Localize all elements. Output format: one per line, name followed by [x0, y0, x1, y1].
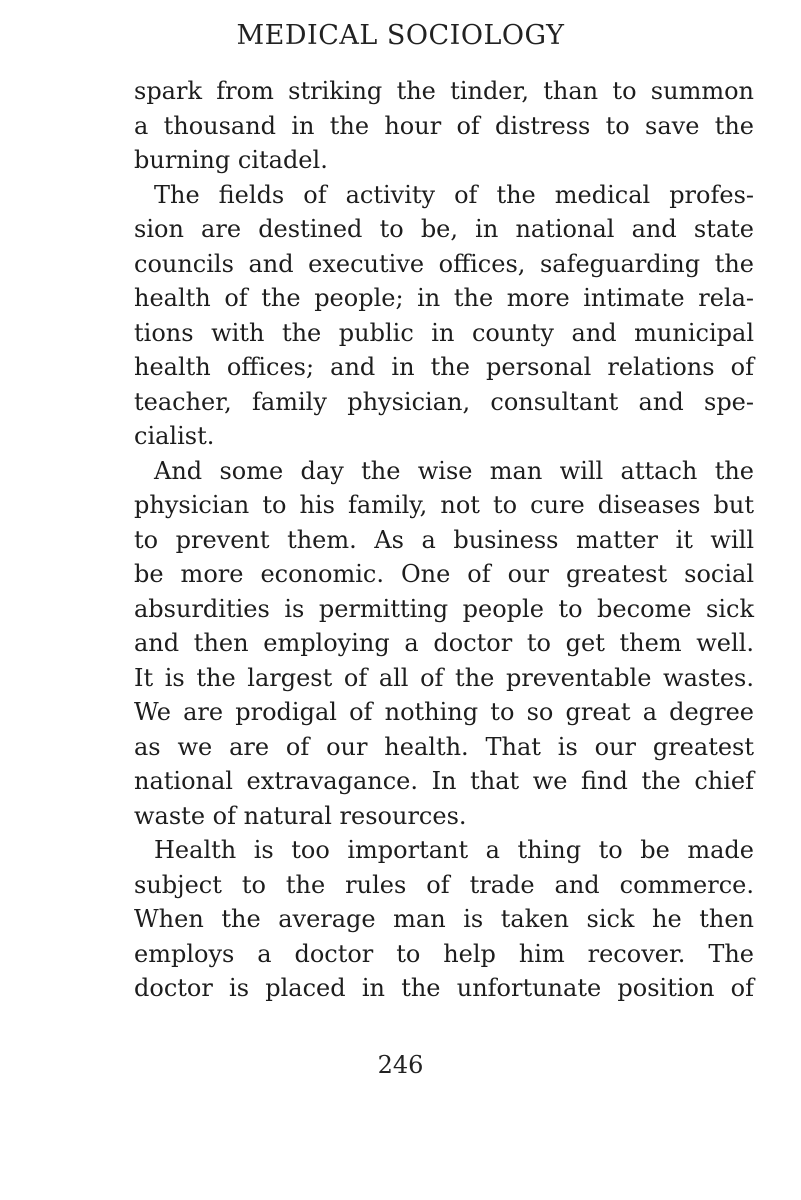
text-line: physician to his family, not to cure diseases but — [134, 491, 754, 519]
text-line: and then employing a doctor to get them well. — [134, 629, 754, 657]
text-line: We are prodigal of nothing to so great a degree — [134, 698, 754, 726]
text-line: waste of natural resources. — [134, 801, 467, 830]
text-line: as we are of our health. That is our greatest — [134, 732, 754, 761]
text-line: absurdities is permitting people to become sick — [134, 594, 754, 623]
text-line: employs a doctor to help him recover. The — [134, 939, 754, 968]
text-line: It is the largest of all of the preventable wastes. — [134, 663, 754, 692]
running-head: MEDICAL SOCIOLOGY — [236, 20, 565, 51]
text-line: And some day the wise man will attach the — [154, 456, 754, 485]
text-line: teacher, family physician, consultant and spe- — [134, 387, 754, 416]
body-text — [134, 74, 754, 1006]
text-line: be more economic. One of our greatest social — [134, 560, 754, 588]
text-line: tions with the public in county and municipal — [134, 318, 754, 347]
text-line: When the average man is taken sick he then — [134, 905, 754, 933]
text-line: subject to the rules of trade and commerce. — [134, 870, 754, 899]
text-line: Health is too important a thing to be made — [154, 836, 754, 864]
text-line: sion are destined to be, in national and state — [134, 215, 754, 243]
text-line: national extravagance. In that we find the chief — [134, 767, 754, 795]
text-line: doctor is placed in the unfortunate position of — [134, 974, 754, 1002]
text-line: health of the people; in the more intimate rela- — [134, 284, 754, 312]
text-line: cialist. — [134, 422, 215, 450]
text-line: health offices; and in the personal relations of — [134, 353, 754, 381]
text-line: to prevent them. As a business matter it will — [134, 525, 754, 554]
text-line: councils and executive offices, safeguarding the — [134, 249, 754, 278]
text-line: spark from striking the tinder, than to summon — [134, 77, 754, 105]
page-number: 246 — [377, 1051, 424, 1079]
text-line: burning citadel. — [134, 146, 328, 174]
text-line: The fields of activity of the medical profes- — [154, 180, 754, 209]
text-line: a thousand in the hour of distress to save the — [134, 111, 754, 140]
